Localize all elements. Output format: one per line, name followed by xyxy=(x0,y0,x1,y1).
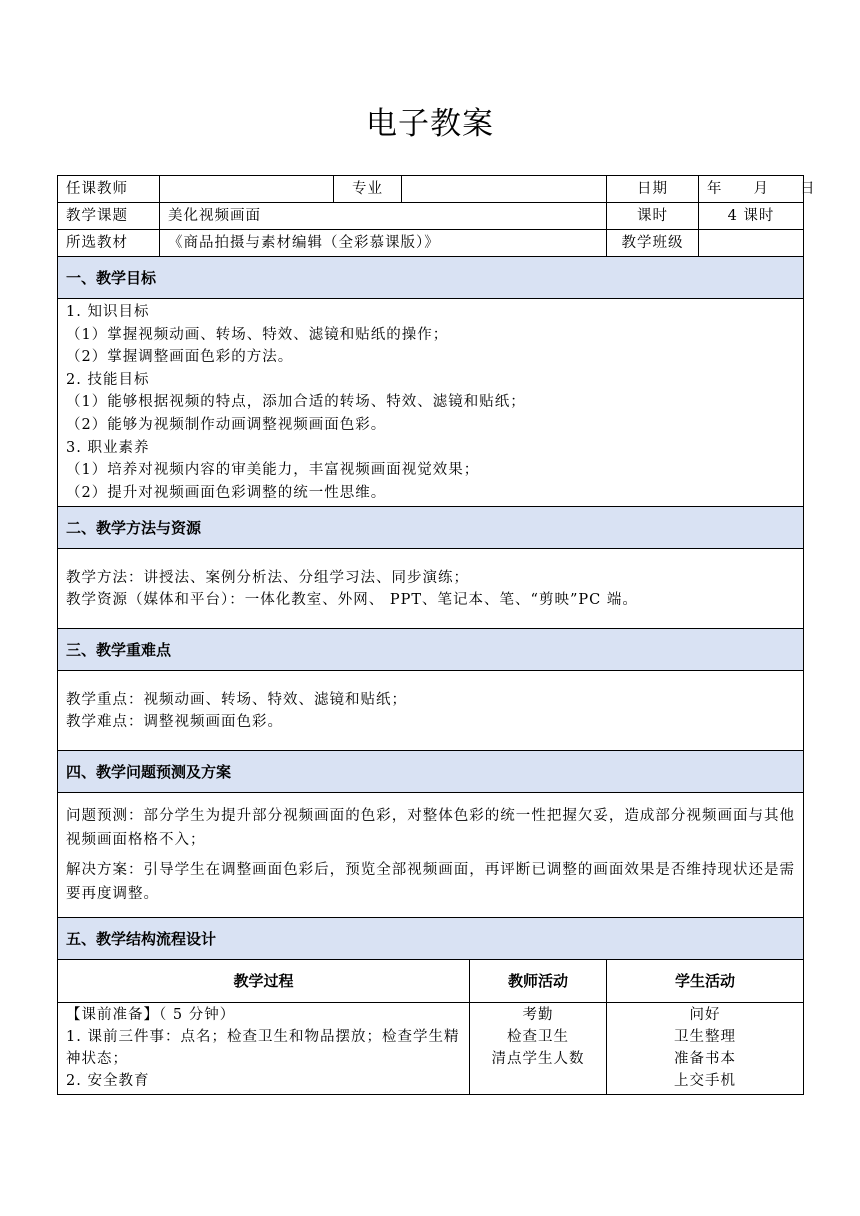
goals-line: （2）掌握调整画面色彩的方法。 xyxy=(66,349,294,366)
page-title: 电子教案 xyxy=(366,106,494,142)
flow-columns-row xyxy=(58,960,804,1003)
topic-label: 教学课题 xyxy=(58,203,160,230)
teacher-activity: 检查卫生 xyxy=(507,1029,569,1046)
textbook-label: 所选教材 xyxy=(58,230,160,257)
keypoints-line: 教学重点：视频动画、转场、特效、滤镜和贴纸； xyxy=(66,691,407,708)
process-line: 2. 安全教育 xyxy=(66,1073,150,1090)
goals-line: 2. 技能目标 xyxy=(66,371,150,388)
methods-line: 教学资源（媒体和平台）：一体化教室、外网、 PPT、笔记本、笔、“剪映”PC 端。 xyxy=(66,591,638,608)
methods-content xyxy=(58,549,804,629)
student-activity: 上交手机 xyxy=(674,1073,736,1090)
goals-content xyxy=(58,299,804,507)
goals-line: 1. 知识目标 xyxy=(66,304,150,320)
info-row-textbook xyxy=(58,230,804,257)
teacher-label: 任课教师 xyxy=(58,176,160,203)
goals-line: 3. 职业素养 xyxy=(66,439,150,456)
lesson-plan-table xyxy=(57,175,816,1095)
flow-col-student: 学生活动 xyxy=(607,960,804,1003)
process-line: 1. 课前三件事：点名；检查卫生和物品摆放；检查学生精神状态； xyxy=(66,1029,460,1068)
methods-line: 教学方法：讲授法、案例分析法、分组学习法、同步演练； xyxy=(66,569,469,586)
textbook-value: 《商品拍摄与素材编辑（全彩慕课版）》 xyxy=(160,230,607,257)
goals-line: （1）掌握视频动画、转场、特效、滤镜和贴纸的操作； xyxy=(66,326,449,343)
teacher-activity: 清点学生人数 xyxy=(491,1051,585,1068)
goals-heading-row xyxy=(58,257,804,299)
methods-heading-row xyxy=(58,507,804,549)
hours-label: 课时 xyxy=(607,203,699,230)
date-label: 日期 xyxy=(607,176,699,203)
major-label: 专业 xyxy=(334,176,402,203)
student-activity: 准备书本 xyxy=(674,1051,736,1068)
problems-heading: 四、教学问题预测及方案 xyxy=(58,751,804,793)
problem-prediction: 问题预测：部分学生为提升部分视频画面的色彩，对整体色彩的统一性把握欠妥，造成部分视频画面与其他视频画面格格不入； xyxy=(66,808,795,849)
goals-content-row xyxy=(58,299,804,507)
keypoints-content xyxy=(58,671,804,751)
info-row-topic xyxy=(58,203,804,230)
problem-solution: 解决方案：引导学生在调整画面色彩后，预览全部视频画面，再评断已调整的画面效果是否维持现状还是需要再度调整。 xyxy=(66,862,795,903)
methods-heading: 二、教学方法与资源 xyxy=(58,507,804,549)
keypoints-content-row xyxy=(58,671,804,751)
goals-line: （1）培养对视频内容的审美能力，丰富视频画面视觉效果； xyxy=(66,462,480,479)
keypoints-heading: 三、教学重难点 xyxy=(58,629,804,671)
flow-heading: 五、教学结构流程设计 xyxy=(58,918,804,960)
class-label: 教学班级 xyxy=(607,230,699,257)
problems-content-row xyxy=(58,793,804,918)
problems-content xyxy=(58,793,804,918)
flow-col-process: 教学过程 xyxy=(58,960,470,1003)
info-row-teacher xyxy=(58,176,804,203)
student-activity: 卫生整理 xyxy=(674,1029,736,1046)
goals-line: （1）能够根据视频的特点，添加合适的转场、特效、滤镜和贴纸； xyxy=(66,394,526,411)
process-line: 【课前准备】（ 5 分钟） xyxy=(66,1007,236,1024)
goals-line: （2）提升对视频画面色彩调整的统一性思维。 xyxy=(66,484,387,501)
flow-student-cell xyxy=(607,1003,804,1095)
flow-col-teacher: 教师活动 xyxy=(470,960,607,1003)
problems-heading-row xyxy=(58,751,804,793)
topic-value: 美化视频画面 xyxy=(160,203,607,230)
flow-heading-row xyxy=(58,918,804,960)
class-value xyxy=(699,230,804,257)
hours-value: 4 课时 xyxy=(699,203,804,230)
student-activity: 问好 xyxy=(689,1007,721,1024)
goals-line: （2）能够为视频制作动画调整视频画面色彩。 xyxy=(66,416,387,433)
flow-teacher-cell xyxy=(470,1003,607,1095)
goals-heading: 一、教学目标 xyxy=(58,257,804,299)
teacher-activity: 考勤 xyxy=(522,1007,554,1024)
teacher-value xyxy=(160,176,334,203)
date-value: 年 月 日 xyxy=(699,176,804,203)
flow-row-preparation xyxy=(58,1003,804,1095)
major-value xyxy=(402,176,607,203)
flow-process-cell xyxy=(58,1003,470,1095)
methods-content-row xyxy=(58,549,804,629)
keypoints-heading-row xyxy=(58,629,804,671)
keypoints-line: 教学难点：调整视频画面色彩。 xyxy=(66,713,283,730)
